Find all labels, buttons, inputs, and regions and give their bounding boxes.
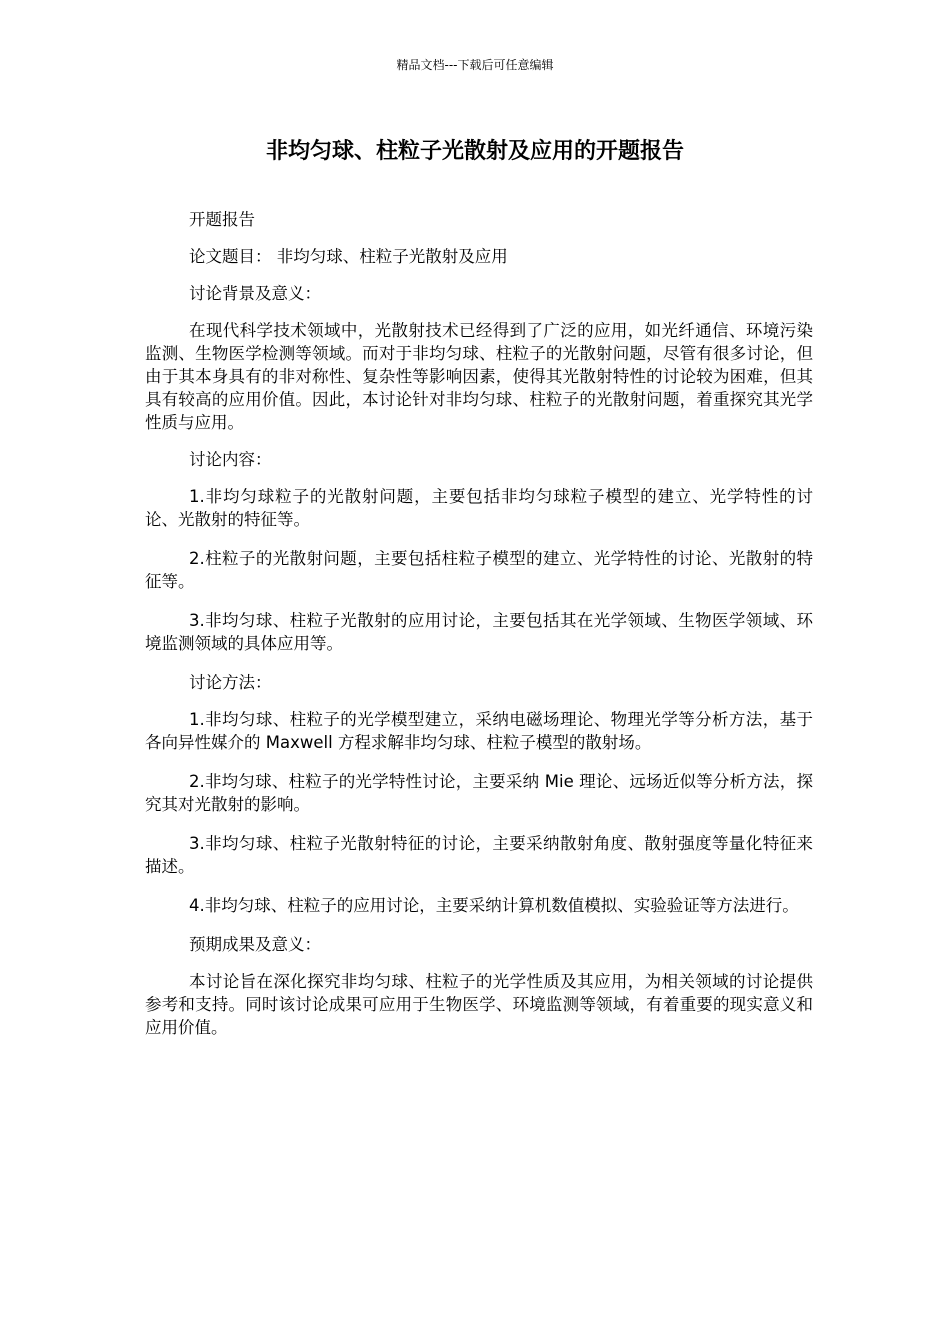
- method-item-3: 3.非均匀球、柱粒子光散射特征的讨论，主要采纳散射角度、散射强度等量化特征来描述。: [145, 834, 813, 876]
- method-item-1: 1.非均匀球、柱粒子的光学模型建立，采纳电磁场理论、物理光学等分析方法，基于各向异性媒介的 Maxwell 方程求解非均匀球、柱粒子模型的散射场。: [145, 710, 813, 752]
- report-label: 开题报告: [189, 210, 255, 229]
- outcome-paragraph: 本讨论旨在深化探究非均匀球、柱粒子的光学性质及其应用，为相关领域的讨论提供参考和支持。同时该讨论成果可应用于生物医学、环境监测等领域，有着重要的现实意义和应用价值。: [145, 972, 813, 1037]
- method-item-2: 2.非均匀球、柱粒子的光学特性讨论，主要采纳 Mie 理论、远场近似等分析方法，探究其对光散射的影响。: [145, 772, 813, 814]
- content-item-2: 2.柱粒子的光散射问题，主要包括柱粒子模型的建立、光学特性的讨论、光散射的特征等。: [145, 549, 813, 591]
- thesis-title-line: 论文题目： 非均匀球、柱粒子光散射及应用: [189, 247, 508, 266]
- background-heading: 讨论背景及意义：: [189, 284, 321, 303]
- document-body: [145, 208, 813, 1039]
- content-item-1: 1.非均匀球粒子的光散射问题，主要包括非均匀球粒子模型的建立、光学特性的讨论、光散射的特征等。: [145, 487, 813, 529]
- background-paragraph: 在现代科学技术领域中，光散射技术已经得到了广泛的应用，如光纤通信、环境污染监测、生物医学检测等领域。而对于非均匀球、柱粒子的光散射问题，尽管有很多讨论，但由于其本身具有的非对称性、复杂性等影响因素，使得其光散射特性的讨论较为困难，但其具有较高的应用价值。因此，本讨论针对非均匀球、柱粒子的光散射问题，着重探究其光学性质与应用。: [145, 321, 813, 432]
- content-heading: 讨论内容：: [189, 450, 272, 469]
- outcome-heading: 预期成果及意义：: [189, 935, 321, 954]
- document-title: 非均匀球、柱粒子光散射及应用的开题报告: [265, 139, 684, 164]
- method-heading: 讨论方法：: [189, 673, 272, 692]
- page-header: 精品文档---下载后可任意编辑: [396, 58, 554, 72]
- method-item-4: 4.非均匀球、柱粒子的应用讨论，主要采纳计算机数值模拟、实验验证等方法进行。: [189, 896, 799, 915]
- content-item-3: 3.非均匀球、柱粒子光散射的应用讨论，主要包括其在光学领域、生物医学领域、环境监测领域的具体应用等。: [145, 611, 813, 653]
